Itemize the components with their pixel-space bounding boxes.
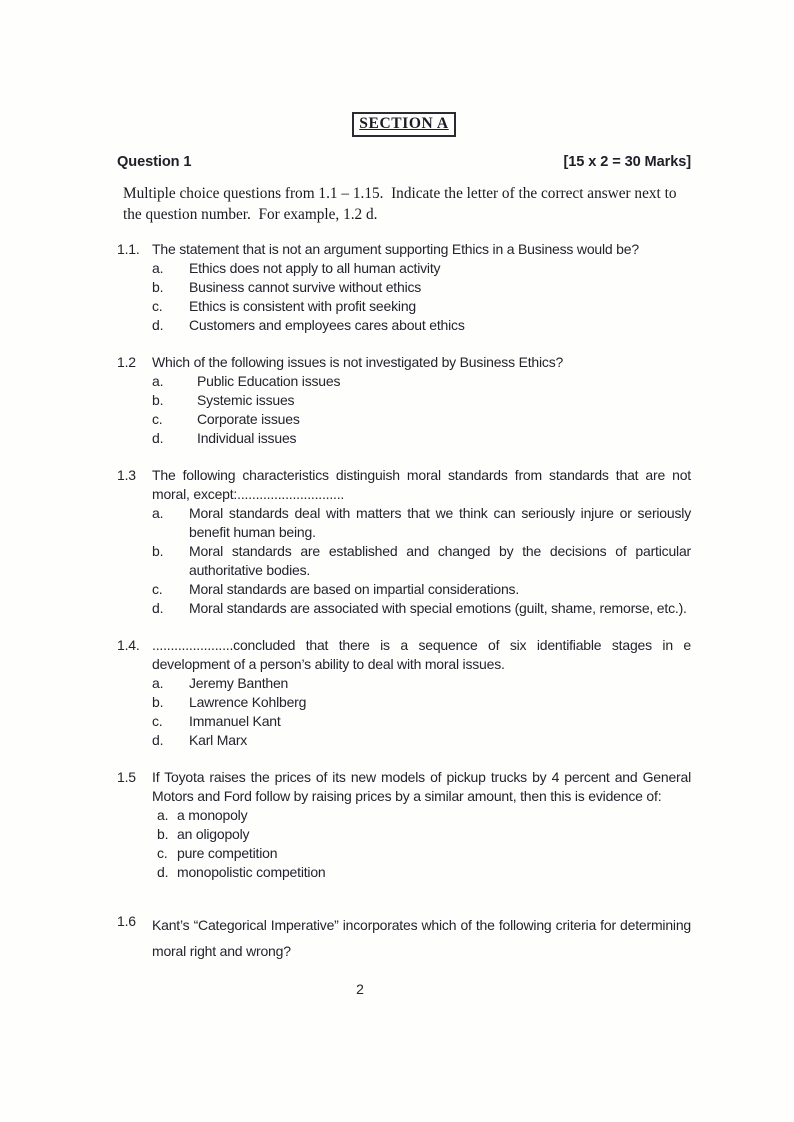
answer-option: [152, 693, 691, 712]
option-letter: a.: [152, 674, 164, 691]
question-block: [117, 636, 691, 750]
answer-option: [152, 391, 691, 410]
option-text: Customers and employees cares about ethics: [189, 316, 465, 333]
option-letter: b.: [152, 278, 164, 295]
question-title: Question 1: [117, 153, 192, 170]
option-letter: b.: [157, 825, 169, 842]
answer-option: [152, 580, 691, 599]
option-text: Moral standards are based on impartial considerations.: [189, 580, 520, 597]
option-text: Corporate issues: [197, 410, 300, 427]
option-text: Moral standards are established and changed by the decisions of particular authoritative bodies.: [189, 542, 691, 578]
question-body: [152, 240, 691, 335]
question-block: [117, 240, 691, 335]
option-letter: a.: [157, 806, 169, 823]
question-text: Kant’s “Categorical Imperative” incorporates which of the following criteria for determining moral right and wrong?: [152, 916, 691, 959]
option-text: Systemic issues: [197, 391, 295, 408]
option-letter: d.: [152, 731, 164, 748]
question-number: 1.2: [117, 353, 136, 370]
option-letter: b.: [152, 693, 164, 710]
option-letter: c.: [157, 844, 168, 861]
answer-option: [152, 674, 691, 693]
options-list: [152, 372, 691, 448]
question-number: 1.4.: [117, 636, 140, 653]
answer-option: [157, 806, 691, 825]
question-text: Which of the following issues is not investigated by Business Ethics?: [152, 353, 564, 370]
option-letter: d.: [152, 599, 164, 616]
answer-option: [152, 410, 691, 429]
answer-option: [152, 316, 691, 335]
answer-option: [152, 278, 691, 297]
question-number: 1.1.: [117, 240, 140, 257]
question-block: [117, 466, 691, 618]
option-text: Moral standards are associated with special emotions (guilt, shame, remorse, etc.).: [189, 599, 687, 616]
question-text: ......................concluded that there is a sequence of six identifiable stages in e development of a person’s ability to deal with moral issues.: [152, 636, 691, 672]
question-body: [152, 466, 691, 618]
option-letter: a.: [152, 259, 164, 276]
option-text: Jeremy Banthen: [189, 674, 289, 691]
option-text: a monopoly: [177, 806, 248, 823]
page-number: 2: [356, 981, 364, 997]
question-body: [152, 353, 691, 448]
option-letter: c.: [152, 580, 163, 597]
answer-option: [152, 297, 691, 316]
option-text: Individual issues: [197, 429, 297, 446]
option-text: monopolistic competition: [177, 863, 326, 880]
answer-option: [152, 504, 691, 542]
options-list: [152, 504, 691, 618]
question-text: If Toyota raises the prices of its new models of pickup trucks by 4 percent and General Motors and Ford follow by raising prices by a similar amount, then this is evidence of:: [152, 768, 691, 804]
question-text: The statement that is not an argument supporting Ethics in a Business would be?: [152, 240, 639, 257]
option-letter: c.: [152, 410, 163, 427]
section-title-row: [117, 112, 691, 137]
question-body: [152, 636, 691, 750]
option-text: pure competition: [177, 844, 278, 861]
option-letter: d.: [152, 316, 164, 333]
option-text: Public Education issues: [197, 372, 341, 389]
options-list: [152, 259, 691, 335]
option-text: Lawrence Kohlberg: [189, 693, 307, 710]
answer-option: [157, 825, 691, 844]
question-header-row: [117, 154, 691, 170]
question-body: [152, 768, 691, 882]
answer-option: [152, 259, 691, 278]
option-letter: d.: [152, 429, 164, 446]
option-letter: c.: [152, 297, 163, 314]
options-list: [157, 806, 691, 882]
marks-label: [15 x 2 = 30 Marks]: [563, 153, 691, 170]
option-letter: c.: [152, 712, 163, 729]
answer-option: [152, 712, 691, 731]
answer-option: [152, 599, 691, 618]
answer-option: [152, 429, 691, 448]
question-text: The following characteristics distinguish moral standards from standards that are not moral, except:.............................: [152, 466, 691, 502]
section-title: SECTION A: [352, 112, 455, 137]
answer-option: [152, 542, 691, 580]
option-text: an oligopoly: [177, 825, 250, 842]
question-number: 1.6: [117, 912, 136, 929]
option-text: Karl Marx: [189, 731, 248, 748]
question-block: [117, 768, 691, 882]
option-text: Ethics is consistent with profit seeking: [189, 297, 416, 314]
option-text: Moral standards deal with matters that we think can seriously injure or seriously benefit human being.: [189, 504, 691, 540]
option-letter: d.: [157, 863, 169, 880]
option-letter: b.: [152, 391, 164, 408]
page-content: [117, 112, 691, 964]
question-block: [117, 912, 691, 964]
question-number: 1.5: [117, 768, 136, 785]
question-block: [117, 353, 691, 448]
option-letter: a.: [152, 504, 164, 521]
questions-list: [117, 240, 691, 964]
option-text: Ethics does not apply to all human activity: [189, 259, 441, 276]
answer-option: [157, 844, 691, 863]
option-text: Business cannot survive without ethics: [189, 278, 422, 295]
option-letter: b.: [152, 542, 164, 559]
answer-option: [152, 731, 691, 750]
answer-option: [152, 372, 691, 391]
question-number: 1.3: [117, 466, 136, 483]
option-letter: a.: [152, 372, 164, 389]
question-body: [152, 912, 691, 964]
instructions-paragraph: Multiple choice questions from 1.1 – 1.15. Indicate the letter of the correct answer next to the question number. For example, 1.2 d.: [123, 184, 681, 223]
options-list: [152, 674, 691, 750]
answer-option: [157, 863, 691, 882]
option-text: Immanuel Kant: [189, 712, 281, 729]
